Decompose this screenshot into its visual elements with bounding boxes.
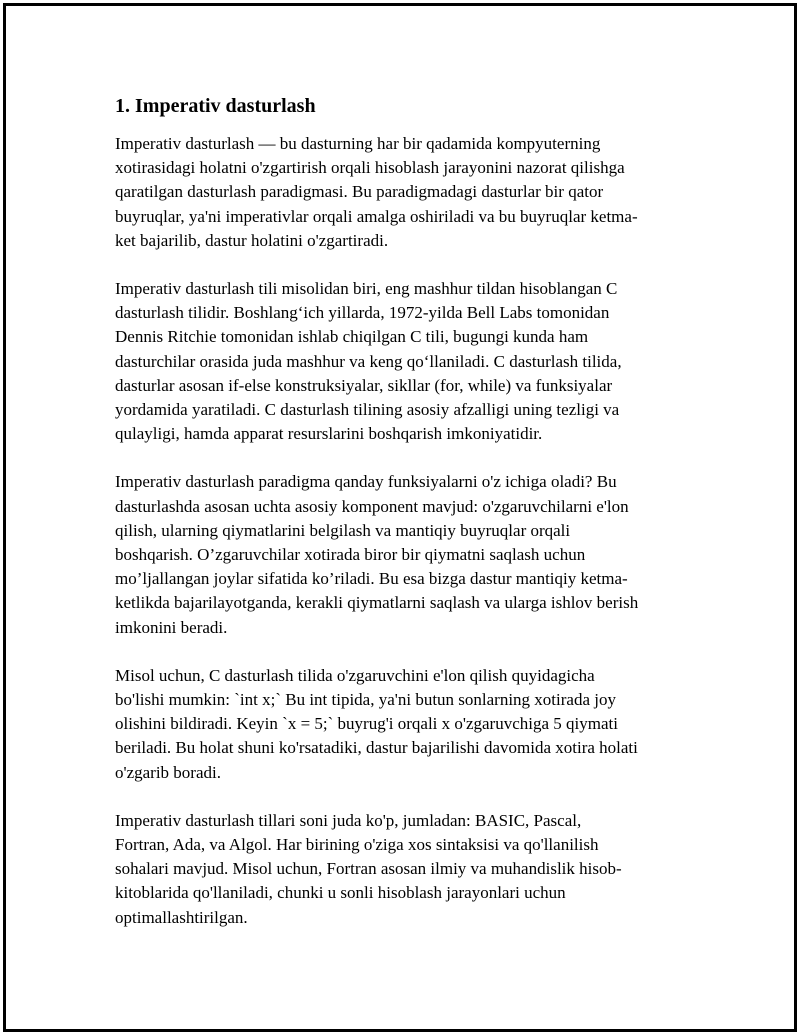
paragraph-line: Fortran, Ada, va Algol. Har birining o'ziga xos sintaksisi va qo'llanilish [115, 835, 599, 855]
paragraph-line: ketlikda bajarilayotganda, kerakli qiymatlarni saqlash va ularga ishlov berish [115, 593, 639, 613]
paragraph-line: qaratilgan dasturlash paradigmasi. Bu paradigmadagi dasturlar bir qator [115, 182, 604, 202]
paragraph-line: qilish, ularning qiymatlarini belgilash va mantiqiy buyruqlar orqali [115, 520, 571, 540]
paragraph-line: beriladi. Bu holat shuni ko'rsatadiki, dastur bajarilishi davomida xotira holati [115, 738, 638, 758]
paragraph-line: dasturlash tilidir. Boshlang‘ich yillarda, 1972-yilda Bell Labs tomonidan [115, 303, 610, 323]
paragraph-line: sohalari mavjud. Misol uchun, Fortran asosan ilmiy va muhandislik hisob- [115, 859, 622, 879]
paragraph-1 [115, 132, 687, 253]
paragraph-line: boshqarish. O’zgaruvchilar xotirada biror bir qiymatni saqlash uchun [115, 545, 586, 565]
paragraph-line: Imperativ dasturlash tillari soni juda ko'p, jumladan: BASIC, Pascal, [115, 810, 582, 830]
paragraph-line: Misol uchun, C dasturlash tilida o'zgaruvchini e'lon qilish quyidagicha [115, 665, 595, 685]
paragraph-3 [115, 470, 687, 639]
paragraph-5 [115, 809, 687, 930]
paragraph-line: imkonini beradi. [115, 617, 228, 637]
paragraph-line: Dennis Ritchie tomonidan ishlab chiqilgan C tili, bugungi kunda ham [115, 327, 589, 347]
paragraph-2 [115, 277, 687, 446]
paragraph-line: Imperativ dasturlash paradigma qanday funksiyalarni o'z ichiga oladi? Bu [115, 472, 617, 492]
paragraph-line: dasturchilar orasida juda mashhur va keng qo‘llaniladi. C dasturlash tilida, [115, 351, 622, 371]
paragraph-line: Imperativ dasturlash — bu dasturning har bir qadamida kompyuterning [115, 134, 601, 153]
paragraph-line: xotirasidagi holatni o'zgartirish orqali hisoblash jarayonini nazorat qilishga [115, 158, 625, 178]
paragraph-line: qulayligi, hamda apparat resurslarini boshqarish imkoniyatidir. [115, 424, 543, 444]
paragraph-line: olishini bildiradi. Keyin `x = 5;` buyrug'i orqali x o'zgaruvchiga 5 qiymati [115, 714, 618, 734]
paragraph-4 [115, 664, 687, 785]
section-heading: 1. Imperativ dasturlash [115, 95, 316, 117]
paragraph-line: Imperativ dasturlash tili misolidan biri, eng mashhur tildan hisoblangan C [115, 279, 618, 299]
paragraph-line: o'zgarib boradi. [115, 762, 221, 782]
document-body [115, 92, 687, 954]
paragraph-line: ket bajarilib, dastur holatini o'zgartiradi. [115, 230, 389, 250]
paragraph-line: optimallashtirilgan. [115, 907, 248, 927]
paragraph-line: dasturlashda asosan uchta asosiy komponent mavjud: o'zgaruvchilarni e'lon [115, 496, 629, 516]
paragraph-line: buyruqlar, ya'ni imperativlar orqali amalga oshiriladi va bu buyruqlar ketma- [115, 206, 638, 226]
paragraph-line: yordamida yaratiladi. C dasturlash tilining asosiy afzalligi uning tezligi va [115, 400, 620, 420]
paragraph-line: dasturlar asosan if-else konstruksiyalar, sikllar (for, while) va funksiyalar [115, 375, 613, 395]
paragraph-line: bo'lishi mumkin: `int x;` Bu int tipida, ya'ni butun sonlarning xotirada joy [115, 690, 616, 710]
paragraph-line: kitoblarida qo'llaniladi, chunki u sonli hisoblash jarayonlari uchun [115, 883, 566, 903]
paragraph-line: mo’ljallangan joylar sifatida ko’riladi. Bu esa bizga dastur mantiqiy ketma- [115, 569, 628, 589]
